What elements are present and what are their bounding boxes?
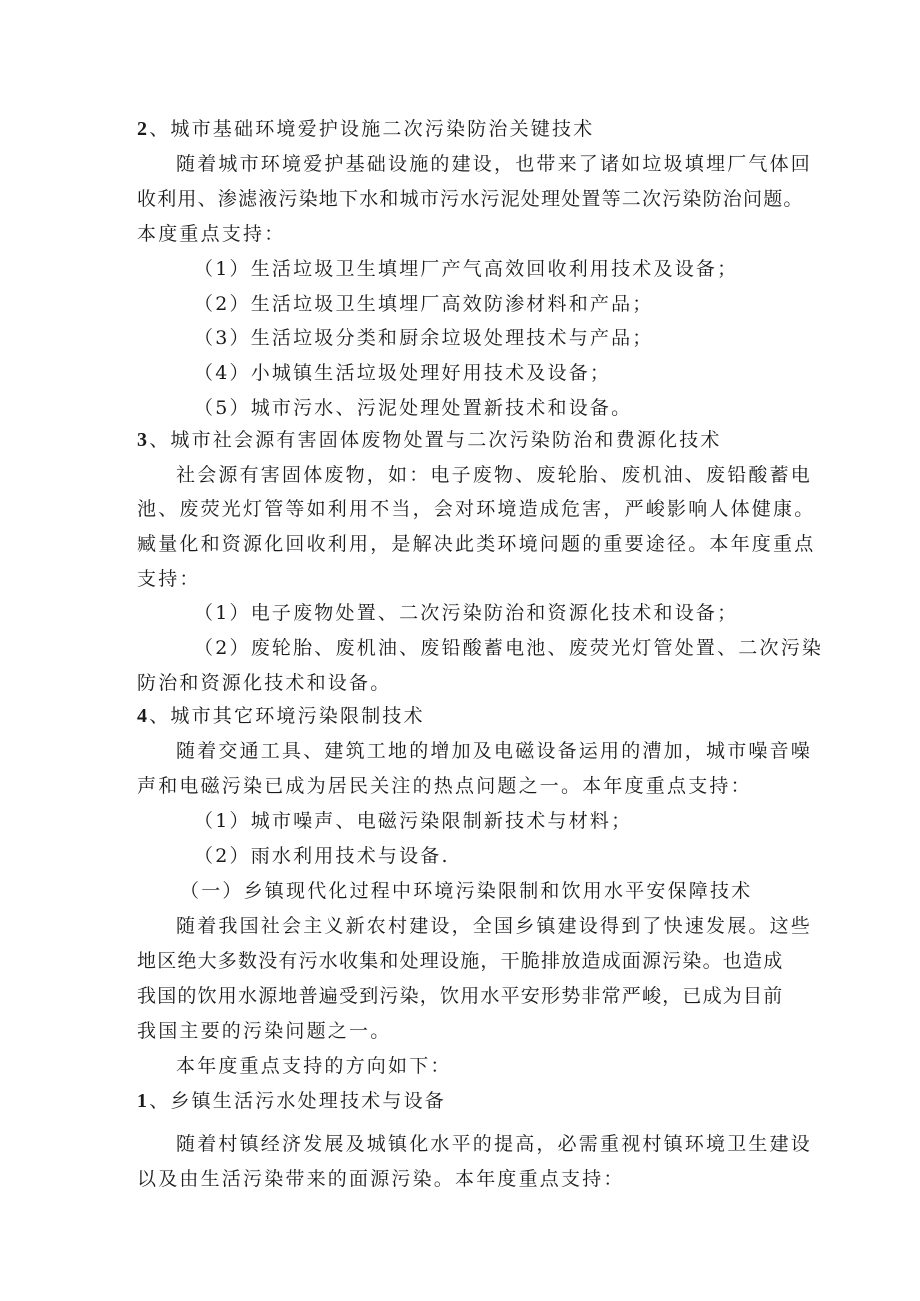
heading-text: 、乡镇生活污水处理技术与设备 <box>149 1090 447 1112</box>
list-item: （2）雨水利用技术与设备. <box>194 845 450 867</box>
paragraph-line: 我国的饮用水源地普遍受到污染，饮用水平安形势非常严峻，已成为目前 <box>137 985 784 1007</box>
list-item: （5）城市污水、污泥处理处置新技术和设备。 <box>194 397 633 419</box>
section-3-heading <box>137 427 722 453</box>
paragraph-line: 声和电磁污染已成为居民关注的热点问题之一。本年度重点支持： <box>137 775 752 797</box>
paragraph-line: 本度重点支持： <box>137 223 286 245</box>
paragraph-line: 社会源有害固体废物，如：电子废物、废轮胎、废机油、废铅酸蓄电 <box>176 464 813 486</box>
list-item: （1）电子废物处置、二次污染防治和资源化技术和设备； <box>194 602 739 624</box>
paragraph-line: 我国主要的污染问题之一。 <box>137 1020 392 1042</box>
paragraph-line: 随着村镇经济发展及城镇化水平的提高，必需重视村镇环境卫生建设 <box>176 1133 813 1155</box>
paragraph-line: 池、废荧光灯管等如利用不当，会对环境造成危害，严峻影响人体健康。 <box>137 498 816 520</box>
paragraph-line: 随着我国社会主义新农村建设，全国乡镇建设得到了快速发展。这些 <box>176 915 813 937</box>
paragraph-line: 本年度重点支持的方向如下： <box>176 1055 452 1077</box>
paragraph-line: 以及由生活污染带来的面源污染。本年度重点支持： <box>137 1168 625 1190</box>
list-item: （4）小城镇生活垃圾处理好用技术及设备； <box>194 362 612 384</box>
list-item: （1）生活垃圾卫生填埋厂产气高效回收利用技术及设备； <box>194 258 739 280</box>
section-2-heading <box>137 116 594 142</box>
paragraph-line: 收利用、渗滤液污染地下水和城市污水污泥处理处置等二次污染防治问题。 <box>137 188 804 210</box>
heading-number: 1 <box>137 1090 150 1112</box>
heading-text: 、城市社会源有害固体废物处置与二次污染防治和费源化技术 <box>149 429 722 451</box>
paragraph-line: 地区绝大多数没有污水收集和处理设施，干脆排放造成面源污染。也造成 <box>137 950 784 972</box>
heading-text: 、城市其它环境污染限制技术 <box>149 705 425 727</box>
chapter-heading: （一）乡镇现代化过程中环境污染限制和饮用水平安保障技术 <box>180 880 753 902</box>
section-4-heading <box>137 703 425 729</box>
heading-number: 2 <box>137 118 150 140</box>
list-item: （1）城市噪声、电磁污染限制新技术与材料； <box>194 810 633 832</box>
list-item: （3）生活垃圾分类和厨余垃圾处理技术与产品； <box>194 327 654 349</box>
heading-text: 、城市基础环境爱护设施二次污染防治关键技术 <box>149 118 595 140</box>
paragraph-line: 防治和资源化技术和设备。 <box>137 672 392 694</box>
list-item: （2）废轮胎、废机油、废铅酸蓄电池、废荧光灯管处置、二次污染 <box>194 637 824 659</box>
heading-number: 3 <box>137 429 150 451</box>
paragraph-line: 随着交通工具、建筑工地的增加及电磁设备运用的漕加，城市噪音噪 <box>176 740 813 762</box>
section-1-heading <box>137 1088 446 1114</box>
paragraph-line: 臧量化和资源化回收利用，是解决此类环境问题的重要途径。本年度重点 <box>137 533 816 555</box>
list-item: （2）生活垃圾卫生填埋厂高效防渗材料和产品； <box>194 293 654 315</box>
heading-number: 4 <box>137 705 150 727</box>
paragraph-line: 随着城市环境爱护基础设施的建设，也带来了诸如垃圾填埋厂气体回 <box>176 153 813 175</box>
paragraph-line: 支持： <box>137 568 201 590</box>
